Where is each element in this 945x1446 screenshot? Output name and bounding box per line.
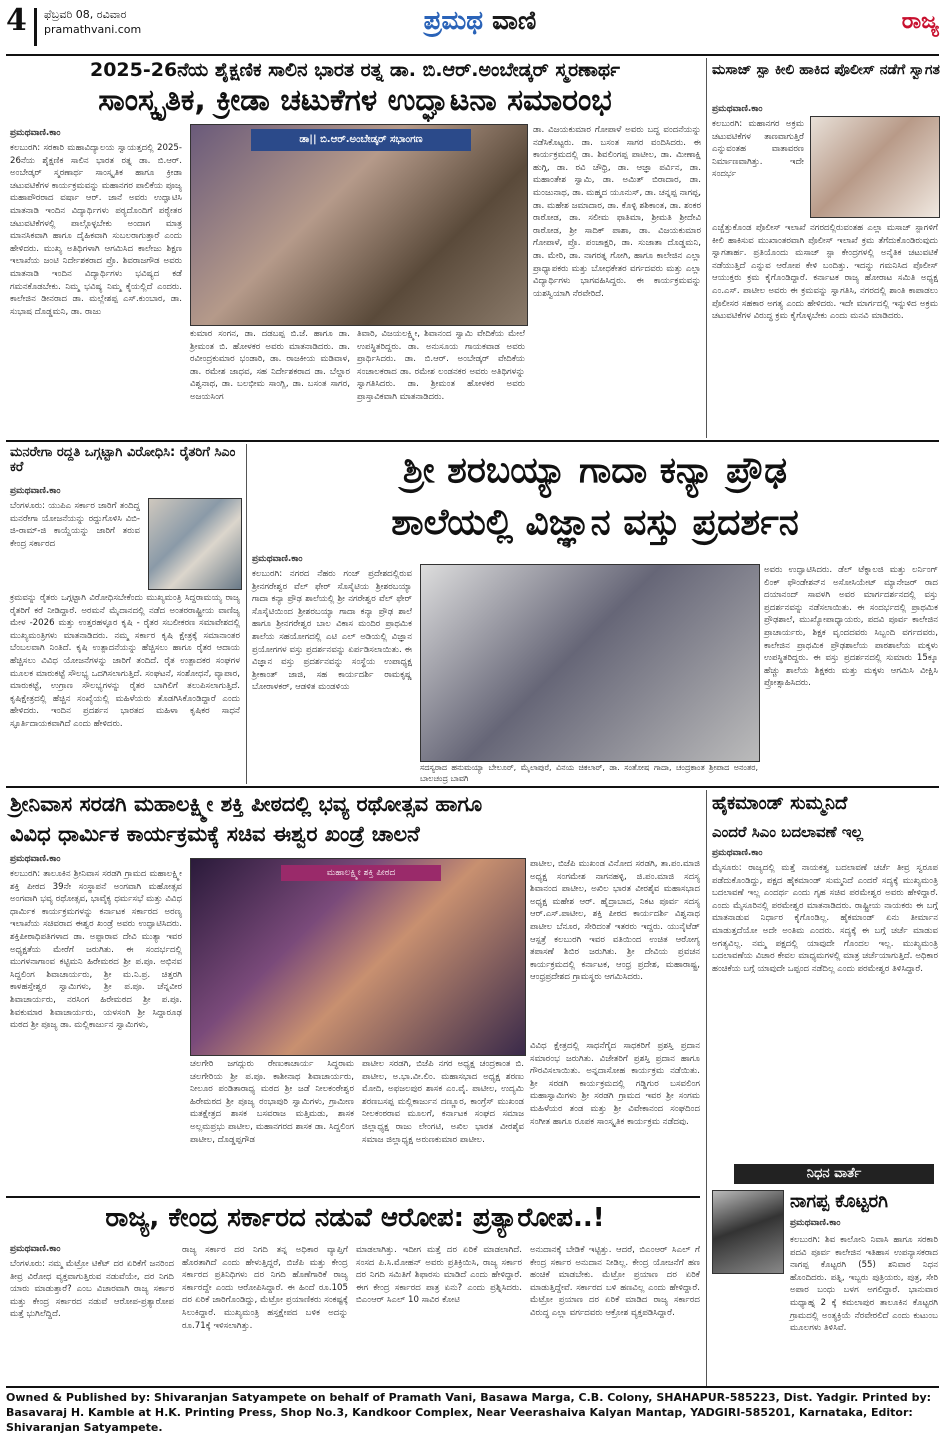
story4-photo: [420, 564, 760, 762]
story3-body: ಕ್ರಮವನ್ನು ರೈತರು ಒಗ್ಗಟ್ಟಾಗಿ ವಿರೋಧಿಸಬೇಕೆಂದು ಮುಖ್ಯಮಂತ್ರಿ ಸಿದ್ದರಾಮಯ್ಯ ರಾಜ್ಯ ರೈತರಿಗೆ ಕರೆ ನೀಡಿದ್ದಾರೆ. ಅರಮನೆ ಮೈದಾನದಲ್ಲಿ ನಡೆದ ಅಂತರರಾಷ್ಟ್ರೀಯ ವಾಣಿಜ್ಯ ಮೇಳ -2026 ಮತ್ತು ಉತ್ತರಹಳ್ಳೂರ ಕೃಷಿ - ರೈತರ ಸಬಲೀಕರಣ ಸಮಾವೇಶದಲ್ಲಿ ಮುಖ್ಯಮಂತ್ರಿಗಳು ಮಾತನಾಡಿದರು. ನಮ್ಮ ಸರ್ಕಾರ ಕೃಷಿ ಕ್ಷೇತ್ರಕ್ಕೆ ಸಮಾನಾಂತರ ಬೆಂಬಲವಾಗಿ ನಿಂತಿದೆ. ಕೃಷಿ ಉತ್ಪಾದನೆಯನ್ನು ಹೆಚ್ಚಿಸಲು ಹಾಗೂ ರೈತರ ಆದಾಯ ಹೆಚ್ಚಿಸಲು ವಿವಿಧ ಯೋಜನೆಗಳನ್ನು ಜಾರಿಗೆ ತಂದಿದೆ. ರೈತ ಉತ್ಪಾದಕರ ಸಂಘಗಳ ಮೂಲಕ ಮಾರುಕಟ್ಟೆ ಸೌಲಭ್ಯ ಒದಗಿಸಲಾಗುತ್ತಿದೆ. ಸಂಘಟನೆ, ಸಂಶೋಧನೆ, ವ್ಯಾಪಾರ, ಮಾರುಕಟ್ಟೆ, ಉಗ್ರಾಣ ಸೌಲಭ್ಯಗಳನ್ನು ರೈತರ ಬಾಗಿಲಿಗೆ ತಲುಪಿಸಲಾಗುತ್ತಿದೆ. ಕೃಷಿಕ್ಷೇತ್ರದಲ್ಲಿ ಹೆಚ್ಚಿನ ಸಂಖ್ಯೆಯಲ್ಲಿ ಮಹಿಳೆಯರು ತೊಡಗಿಸಿಕೊಂಡಿದ್ದಾರೆ ಎಂದು ಹೇಳಿದರು. ಇಂದಿನ ಪ್ರದರ್ಶನ ಭಾರತದ ಮಹಿಳಾ ಕೃಷಿಕರ ಸಾಧನೆ ಸ್ಫೂರ್ತಿದಾಯಕವಾಗಿದೆ ಎಂದು ಹೇಳಿದರು.: [10, 593, 240, 729]
story3-photo: [148, 498, 242, 590]
header-rule: [6, 54, 939, 56]
column-divider: [706, 58, 707, 438]
story5-col4: ವಿವಿಧ ಕ್ಷೇತ್ರದಲ್ಲಿ ಸಾಧನೆಗೈದ ಸಾಧಕರಿಗೆ ಪ್ರಶಸ್ತಿ ಪ್ರದಾನ ಸಮಾರಂಭ ಜರುಗಿತು. ವಿಜೇತರಿಗೆ ಪ್ರಶಸ್ತಿ ಪ್ರದಾನ ಹಾಗೂ ಗೌರವಿಸಲಾಯಿತು. ಅನ್ನದಾಸೋಹ ಕಾರ್ಯಕ್ರಮ ನಡೆಯಿತು. ಶ್ರೀ ಸರಡಗಿ ಕಾರ್ಯಕ್ರಮದಲ್ಲಿ ಗಡ್ಡಿಗುರ ಬಸವಲಿಂಗ ಮಹಾಸ್ವಾಮಿಗಳು ಶ್ರೀ ಸರಡಗಿ ಗ್ರಾಮದ ಇವರ ಶ್ರೀ ಸಂಗಮ ಮಹಿಳೆಯರ ತಂಡ ಮತ್ತು ಶ್ರೀ ವಿವೇಕಾನಂದ ಸಂಘದಿಂದ ಸಂಗೀತ ಹಾಗೂ ರೂಪಕ ಸಾಂಸ್ಕೃತಿಕ ಕಾರ್ಯಕ್ರಮ ನಡೆದವು.: [530, 1041, 700, 1127]
story4-byline: ಪ್ರಮಥವಾಣಿ.ಕಾಂ: [252, 554, 303, 564]
story5-col1: ಕಲಬುರಗಿ: ತಾಲೂಕಿನ ಶ್ರೀನಿವಾಸ ಸರಡಗಿ ಗ್ರಾಮದ ಮಹಾಲಕ್ಷ್ಮೀ ಶಕ್ತಿ ಪೀಠದ 39ನೇ ಸಂಸ್ಥಾಪನೆ ಅಂಗವಾಗಿ ಮಹೋತ್ಸವ ಅಂಗವಾಗಿ ಭವ್ಯ ರಥೋತ್ಸವ, ಭಾವೈಕ್ಯ ಧರ್ಮಸಭೆ ಮತ್ತು ವಿವಿಧ ಧಾರ್ಮಿಕ ಕಾರ್ಯಕ್ರಮಗಳನ್ನು ಕರ್ನಾಟಕ ಸರ್ಕಾರದ ಅರಣ್ಯ ಇಲಾಖೆಯ ಸಚಿವರಾದ ಈಶ್ವರ ಖಂಡ್ರೆ ಅವರು ಉದ್ಘಾಟಿಸಿದರು. ಶಕ್ತಿಪೀಠಾಧಿಪತಿಗಳಾದ ಡಾ. ಅಪ್ಪಾರಾವ ದೇವಿ ಮುತ್ಯಾ ಇವರ ಅಧ್ಯಕ್ಷತೆಯ ಮೇರೆಗೆ ಜರುಗಿತು. ಈ ಸಂದರ್ಭದಲ್ಲಿ ಮುಗಳನಾಗಾಂವ ಕಟ್ಟಿಮನಿ ಹಿರೇಮಠದ ಶ್ರೀ ಪ.ಪೂ. ಅಭಿನವ ಸಿದ್ದಲಿಂಗ ಶಿವಾಚಾರ್ಯರು, ಶ್ರೀ ಮ.ನಿ.ಪ್ರ. ಚಿತ್ತರಗಿ ಕಾಳಹಸ್ತೇಶ್ವರ ಸ್ವಾಮಿಗಳು, ಶ್ರೀ ಪ.ಪೂ. ಚೆನ್ನವೀರ ಶಿವಾಚಾರ್ಯರು, ನರಸಿಂಗ ಹಿರೇಮಠದ ಶ್ರೀ ಪ.ಪೂ. ಶಿವಕುಮಾರ ಶಿವಾಚಾರ್ಯರು, ಯಳಸಂಗಿ ಶ್ರೀ ಸಿದ್ದಾರೂಢ ಮಠದ ಶ್ರೀ ಪೂಜ್ಯ ಡಾ. ಮಲ್ಲಿಕಾರ್ಜುನ ಸ್ವಾಮಿಗಳು,: [10, 869, 182, 1031]
obituary-photo: [712, 1190, 784, 1274]
story2-headline: ಮಸಾಜ್ ಸ್ಪಾ ಕೀಲಿ ಹಾಕಿದ ಪೊಲೀಸ್ ನಡೆಗೆ ಸ್ವಾಗತ: [712, 62, 940, 78]
obituary-name: ನಾಗಪ್ಪ ಕೊಟ್ಟರಗಿ: [790, 1191, 889, 1212]
story4-headline-2: ಶಾಲೆಯಲ್ಲಿ ವಿಜ್ಞಾನ ವಸ್ತು ಪ್ರದರ್ಶನ: [391, 502, 799, 543]
story5-byline: ಪ್ರಮಥವಾಣಿ.ಕಾಂ: [10, 854, 61, 864]
page-number: 4: [6, 3, 27, 38]
story5-col3b: ಪಾಟೀಲ ಸರಡಗಿ, ಬಿಜೆಪಿ ನಗರ ಅಧ್ಯಕ್ಷ ಚಂದ್ರಕಾಂತ ಬಿ. ಪಾಟೀಲ, ಅ.ಭಾ.ವೀ.ಲಿಂ. ಮಹಾಸಭಾದ ಅಧ್ಯಕ್ಷ ಶರಣು ಮೋದಿ, ಅಫಜಲಪುರ ಶಾಸಕ ಎಂ.ವೈ. ಪಾಟೀಲ, ಉದ್ಯಮಿ ಶರಣಬಸಪ್ಪ ಮಲ್ಲಿಕಾರ್ಜುನ ದಣ್ಣೂರ, ಕಾಂಗ್ರೆಸ್ ಮುಖಂಡ ನೀಲಕಂಠರಾವ ಮೂಲಗೆ, ಕರ್ನಾಟಕ ಸಂಘದ ಸಮಾಜ ಜಿಲ್ಲಾಧ್ಯಕ್ಷ ರಾಜು ಲೇಂಗಟಿ, ಅಖಿಲ ಭಾರತ ವೀರಶೈವ ಸಮಾಜ ಜಿಲ್ಲಾಧ್ಯಕ್ಷ ಅರುಣಕುಮಾರ ಪಾಟೀಲ.: [362, 1059, 524, 1145]
story1-photo: [190, 124, 528, 326]
obituary-section-title: ನಿಧನ ವಾರ್ತೆ: [734, 1164, 934, 1184]
story7-col2: ರಾಜ್ಯ ಸರ್ಕಾರ ದರ ನಿಗದಿ ತನ್ನ ಅಧಿಕಾರ ವ್ಯಾಪ್ತಿಗೆ ಹೊರತಾಗಿದೆ ಎಂದು ಹೇಳುತ್ತಿದ್ದರೆ, ಬಿಜೆಪಿ ಮತ್ತು ಕೇಂದ್ರ ಸರ್ಕಾರದ ಪ್ರತಿನಿಧಿಗಳು ದರ ನಿಗದಿ ಹೊಣೆಗಾರಿಕೆ ರಾಜ್ಯ ಸರ್ಕಾರದ್ದೇ ಎಂದು ಆರೋಪಿಸಿದ್ದಾರೆ. ಈ ಹಿಂದೆ ರೂ.105 ದರ ಏರಿಕೆ ಜಾರಿಗೊಂಡಿದ್ದು, ಮೆಟ್ರೋ ಪ್ರಯಾಣಿಕರು ಸಂಕಷ್ಟಕ್ಕೆ ಸಿಲುಕಿದ್ದಾರೆ. ಮುಖ್ಯಮಂತ್ರಿ ಹಸ್ತಕ್ಷೇಪದ ಬಳಿಕ ಅದನ್ನು ರೂ.71ಕ್ಕೆ ಇಳಿಸಲಾಗಿತ್ತು.: [182, 1245, 348, 1331]
obituary-body-top: ಕಲಬುರಗಿ: ಶಿವ ಕಾಲೋನಿ ನಿವಾಸಿ ಹಾಗೂ ಸರಕಾರಿ ಪದವಿ ಪೂರ್ವ ಕಾಲೇಜಿನ ಇತಿಹಾಸ ಉಪನ್ಯಾಸಕರಾದ ನಾಗಪ್ಪ ಕೊಟ್ಟರಗಿ (55) ಶನಿವಾರ ನಿಧನ ಹೊಂದಿದರು. ಪತ್ನಿ, ಇಬ್ಬರು ಪುತ್ರಿಯರು, ಪುತ್ರ, ಸೇರಿ ಅಪಾರ ಬಂಧು ಬಳಗ ಅಗಲಿದ್ದಾರೆ. ಭಾನುವಾರ ಮಧ್ಯಾಹ್ನ 2 ಕ್ಕೆ ಕಮಲಾಪುರ ತಾಲೂಕಿನ ಕೊಟ್ಟರಗಿ ಗ್ರಾಮದಲ್ಲಿ ಅಂತ್ಯಕ್ರಿಯೆ ನೆರವೇರಲಿದೆ ಎಂದು ಕುಟುಂಬ ಮೂಲಗಳು ತಿಳಿಸಿವೆ.: [790, 1235, 938, 1334]
issue-date: ಫೆಬ್ರವರಿ 08, ರವಿವಾರ: [44, 8, 127, 21]
story5-photo: [190, 858, 526, 1056]
story1-stage-banner: ಡಾ|| ಬಿ.ಆರ್.ಅಂಬೇಡ್ಕರ್ ಸಭಾಂಗಣ: [251, 129, 471, 151]
story3-headline: ಮನರೇಗಾ ರದ್ದತಿ ಒಗ್ಗಟ್ಟಾಗಿ ವಿರೋಧಿಸಿ: ರೈತರಿಗೆ ಸಿಎಂ ಕರೆ: [10, 445, 236, 475]
story2-col1: ಕಲಬುರಗಿ: ಮಹಾನಗರ ಅಕ್ರಮ ಚಟುವಟಿಕೆಗಳ ತಾಣವಾಗುತ್ತಿರೆ ಎನ್ನುವಂತಹ ವಾತಾವರಣ ನಿರ್ಮಾಣವಾಗಿತ್ತು. ಇದೇ ಸಂದರ್ಭ: [712, 119, 804, 180]
story7-col4: ಅನುದಾನಕ್ಕೆ ಬೇಡಿಕೆ ಇಟ್ಟಿತ್ತು. ಆದರೆ, ಬಿಎಂಆರ್ ಸಿಎಲ್ ಗೆ ಕೇಂದ್ರ ಸರ್ಕಾರ ಅನುದಾನ ನೀಡಿಲ್ಲ. ಕೇಂದ್ರ ಯೋಜನೆಗೆ ಹಣ ಹಂಚಿಕೆ ಮಾಡಬೇಕು. ಮೆಟ್ರೋ ಪ್ರಯಾಣ ದರ ಏರಿಕೆ ಮಾಡುತ್ತಿದ್ದೇವೆ. ಸರ್ಕಾರದ ಬಳಿ ಹಣವಿಲ್ಲ ಎಂದು ಹೇಳಿದ್ದಾರೆ. ಮೆಟ್ರೋ ಪ್ರಯಾಣ ದರ ಏರಿಕೆ ಮಾಡಿದ ರಾಜ್ಯ ಸರ್ಕಾರದ ವಿರುದ್ಧ ಎಲ್ಲಾ ವರ್ಗದವರು ಆಕ್ರೋಶ ವ್ಯಕ್ತಪಡಿಸಿದ್ದಾರೆ.: [530, 1245, 700, 1318]
story1-col4: ಡಾ. ವಿಜಯಕುಮಾರ ಗೋಪಾಳೆ ಅವರು ಬದ್ಧ ವಂದನೆಯನ್ನು ನಡೆಸಿಕೊಟ್ಟರು. ಡಾ. ಬಸಂತ ಸಾಗರ ವಂದಿಸಿದರು. ಈ ಕಾರ್ಯಕ್ರಮದಲ್ಲಿ ಡಾ. ಶಿವಲಿಂಗಪ್ಪ ಪಾಟೀಲ, ಡಾ. ಮೀಣಾಕ್ಷಿ ಹುಗ್ಗಿ, ಡಾ. ರವಿ ಚೌಧ್ರಿ, ಡಾ. ಆಜ್ಞಾ ಪರ್ವಿನ, ಡಾ. ಮಹಾಂತೇಶ ಸ್ವಾಮಿ, ಡಾ. ಅಮಿತ್ ಬಿರಾದಾರ, ಡಾ. ಮಂಜುನಾಥ, ಡಾ. ಮಹ್ಮದ ಯೂನುಸ್, ಡಾ. ಚನ್ನಪ್ಪ ನಾಗಪ್ಪ, ಡಾ. ಮಹೇಶ ಜಮಾದಾರ, ಡಾ. ಕೊಳ್ಳಿ ಶಶಿಕಾಂತ, ಡಾ. ಶಂಕರ ರಾಠೋಡ, ಡಾ. ಸಲೀಮ ಫಾತಿಮಾ, ಶ್ರೀಮತಿ ಶ್ರೀದೇವಿ ರಾಠೋಡ, ಶ್ರೀ ಸಾದಿಕ್ ಪಾಶಾ, ಡಾ. ವಿಜಯಕುಮಾರ ಗೋಪಾಳೆ, ಪ್ರೊ. ಪಂಚಾಕ್ಷರಿ, ಡಾ. ಸುಜಾತಾ ದೊಡ್ಡಮನಿ, ಡಾ. ಮೇರಿ, ಡಾ. ನಾಗರತ್ನ ಗೋಗಿ, ಹಾಗೂ ಕಾಲೇಜಿನ ಎಲ್ಲಾ ಪ್ರಾಧ್ಯಾಪಕರು ಮತ್ತು ಬೋಧಕೇತರ ವರ್ಗದವರು ಮತ್ತು ಎಲ್ಲಾ ವಿದ್ಯಾರ್ಥಿಗಳು ಭಾಗವಹಿಸಿದ್ದರು. ಈ ಕಾರ್ಯಕ್ರಮವನ್ನು ಯಶಸ್ವಿಯಾಗಿ ನೆರವೇರಿದೆ.: [533, 125, 701, 299]
masthead-part1: ಪ್ರಮಥ: [423, 6, 483, 36]
story6-body: ಮೈಸೂರು: ರಾಜ್ಯದಲ್ಲಿ ಮತ್ತೆ ನಾಯಕತ್ವ ಬದಲಾವಣೆ ಚರ್ಚೆ ತೀವ್ರ ಸ್ವರೂಪ ಪಡೆದುಕೊಂಡಿದ್ದು, ಪಕ್ಷದ ಹೈಕಮಾಂಡ್ ಸುಮ್ಮನಿದೆ ಎಂದರೆ ಸದ್ಯಕ್ಕೆ ಮುಖ್ಯಮಂತ್ರಿ ಬದಲಾವಣೆ ಇಲ್ಲ ಎಂದರ್ಥ ಎಂದು ಗೃಹ ಸಚಿವ ಪರಮೇಶ್ವರ ಅವರು ಹೇಳಿದ್ದಾರೆ. ಎಂದು ಮೈಸೂರಿನಲ್ಲಿ ಪರಮೇಶ್ವರ ಮಾತನಾಡಿದರು. ರಾಷ್ಟ್ರೀಯ ನಾಯಕರು ಈ ಬಗ್ಗೆ ಮಾತನಾಡುವ ನಿರ್ಧಾರ ಕೈಗೊಂಡಿಲ್ಲ. ಹೈಕಮಾಂಡ್ ಏನು ತೀರ್ಮಾನ ಮಾಡುತ್ತದೆಯೋ ಅದೇ ಅಂತಿಮ ಎಂದರು. ಸದ್ಯಕ್ಕೆ ಈ ಬಗ್ಗೆ ಚರ್ಚೆ ಮಾಡುವ ಅಗತ್ಯವಿಲ್ಲ. ನಮ್ಮ ಪಕ್ಷದಲ್ಲಿ ಯಾವುದೇ ಗೊಂದಲ ಇಲ್ಲ. ಮುಖ್ಯಮಂತ್ರಿ ಬದಲಾವಣೆಯ ವಿಚಾರ ಕೇವಲ ಮಾಧ್ಯಮಗಳಲ್ಲಿ ಮಾತ್ರ ಚರ್ಚೆಯಾಗುತ್ತಿದೆ. ಅಧಿಕಾರ ಹಂಚಿಕೆಯ ಬಗ್ಗೆ ಯಾವುದೇ ಒಪ್ಪಂದ ನಡೆದಿಲ್ಲ ಎಂದು ಪರಮೇಶ್ವರ ತಿಳಿಸಿದ್ದಾರೆ.: [712, 863, 938, 974]
story7-byline: ಪ್ರಮಥವಾಣಿ.ಕಾಂ: [10, 1244, 61, 1254]
obituary-byline: ಪ್ರಮಥವಾಣಿ.ಕಾಂ: [790, 1218, 841, 1228]
story1-col2: ಕುಮಾರ ಸಂಗನ, ಡಾ. ದಡಬಪ್ಪ ಬಿ.ಜೆ. ಹಾಗೂ ಡಾ. ಶ್ರೀಮಂತ ಬಿ. ಹೋಳಕರ ಅವರು ಮಾತನಾಡಿದರು. ಡಾ. ರವೀಂದ್ರಕುಮಾರ ಭಂಡಾರಿ, ಡಾ. ರಾಜಕೀಯ ಮಡಿವಾಳ, ಡಾ. ರಮೇಶ ಜಾಧವ, ಸಹ ನಿರ್ದೇಶಕರಾದ ಡಾ. ಬೆಲ್ದಾರ ವಿಶ್ವನಾಥ, ಡಾ. ಬಲಭೀಮ ಸಾಂಗ್ಲಿ, ಡಾ. ಬಸಂತ ಸಾಗರ, ಅಜಯಸಿಂಗ: [190, 329, 350, 402]
story3-byline: ಪ್ರಮಥವಾಣಿ.ಕಾಂ: [10, 486, 61, 496]
story3-col1: ಬೆಂಗಳೂರು: ಯುಪಿಎ ಸರ್ಕಾರ ಜಾರಿಗೆ ತಂದಿದ್ದ ಮನರೇಗಾ ಯೋಜನೆಯನ್ನು ರದ್ದುಗೊಳಿಸಿ ವಿಬಿ-ಜಿ-ರಾಮ್-ಜಿ ಕಾಯ್ದೆಯನ್ನು ಜಾರಿಗೆ ತರುವ ಕೇಂದ್ರ ಸರ್ಕಾರದ: [10, 501, 140, 549]
story6-headline-2: ಎಂದರೆ ಸಿಎಂ ಬದಲಾವಣೆ ಇಲ್ಲ: [712, 823, 864, 841]
website-link[interactable]: pramathvani.com: [44, 23, 142, 36]
story7-col1: ಬೆಂಗಳೂರು: ನಮ್ಮ ಮೆಟ್ರೋ ಟಿಕೆಟ್ ದರ ಏರಿಕೆಗೆ ಜನರಿಂದ ತೀವ್ರ ವಿರೋಧ ವ್ಯಕ್ತವಾಗುತ್ತಿರುವ ನಡುವೆಯೇ, ದರ ನಿಗದಿ ಯಾರು ಮಾಡುತ್ತಾರೆ? ಎಂಬ ವಿಚಾರವಾಗಿ ರಾಜ್ಯ ಸರ್ಕಾರ ಮತ್ತು ಕೇಂದ್ರ ಸರ್ಕಾರದ ನಡುವೆ ಆರೋಪ-ಪ್ರತ್ಯಾರೋಪ ಮತ್ತೆ ಭುಗಿಲೆದ್ದಿದೆ.: [10, 1259, 174, 1320]
story5-headline-1: ಶ್ರೀನಿವಾಸ ಸರಡಗಿ ಮಹಾಲಕ್ಷ್ಮೀ ಶಕ್ತಿ ಪೀಠದಲ್ಲಿ ಭವ್ಯ ರಥೋತ್ಸವ ಹಾಗೂ: [10, 792, 483, 816]
story2-photo: [810, 116, 940, 218]
section-rule-2: [6, 786, 939, 788]
imprint-footer: Owned & Published by: Shivaranjan Satyampete on behalf of Pramath Vani, Basawa Marga, C.B. Colony, SHAHAPUR-585223, Dist. Yadgir. Printed by: Basavaraj H. Kamble at H.K. Printing Press, Shop No.3, Kandkoor Complex, Near Veerashaiva Kalyan Mantap, YADGIRI-585201, Karnataka, Editor: Shivaranjan Satyampete.: [6, 1391, 932, 1434]
story1-headline: ಸಾಂಸ್ಕೃತಿಕ, ಕ್ರೀಡಾ ಚಟುಕೆಗಳ ಉದ್ಘಾಟನಾ ಸಮಾರಂಭ: [98, 83, 612, 118]
story1-kicker: 2025-26ನೆಯ ಶೈಕ್ಷಣಿಕ ಸಾಲಿನ ಭಾರತ ರತ್ನ ಡಾ. ಬಿ.ಆರ್.ಅಂಬೇಡ್ಕರ್ ಸ್ಮರಣಾರ್ಥ: [89, 59, 621, 81]
story5-headline-2: ವಿವಿಧ ಧಾರ್ಮಿಕ ಕಾರ್ಯಕ್ರಮಕ್ಕೆ ಸಚಿವ ಈಶ್ವರ ಖಂಡ್ರೆ ಚಾಲನೆ: [10, 822, 420, 846]
story5-col3: ಪಾಟೀಲ, ಬಿಜೆಪಿ ಮುಖಂಡ ವಿನೋದ ಸರಡಗಿ, ತಾ.ಪಂ.ಮಾಜಿ ಅಧ್ಯಕ್ಷ ಸಂಗಮೇಶ ನಾಗನಹಳ್ಳಿ, ಜಿ.ಪಂ.ಮಾಜಿ ಸದಸ್ಯ ಶಿವಾನಂದ ಪಾಟೀಲ, ಅಖಿಲ ಭಾರತ ವೀರಶೈವ ಮಹಾಸಭಾದ ಅಧ್ಯಕ್ಷ ಮಹೇಶ ಆರ್. ಹೈದ್ರಾಬಾದ, ನಿಕಟ ಪೂರ್ವ ಸದಸ್ಯ ಆರ್.ಎಸ್.ಪಾಟೀಲ, ಶಕ್ತಿ ಪೀಠದ ಕಾರ್ಯದರ್ಶಿ ವಿಶ್ವನಾಥ ಪಾಟೀಲ ಬೆನೂರ, ಸೇರಿದಂತೆ ಇತರರು ಇದ್ದರು. ಯುನೈಟೆಡ್ ಆಸ್ಪತ್ರೆ ಕಲಬುರಗಿ ಇವರ ವತಿಯಿಂದ ಉಚಿತ ಆರೋಗ್ಯ ತಪಾಸಣೆ ಶಿಬಿರ ಜರುಗಿತು. ಶ್ರೀ ದೇವಿಯ ಪ್ರವಚನ ಕಾರ್ಯಕ್ರಮದಲ್ಲಿ ಕರ್ನಾಟಕ, ಆಂಧ್ರ ಪ್ರದೇಶ, ಮಹಾರಾಷ್ಟ್ರ, ಆಂಧ್ರಪ್ರದೇಶದ ಗ್ರಾಮಸ್ಥರು ಆಗಮಿಸಿದರು.: [530, 859, 700, 983]
story5-stage-banner: ಮಹಾಲಕ್ಷ್ಮೀ ಶಕ್ತಿ ಪೀಠದ: [281, 865, 441, 881]
story1-byline: ಪ್ರಮಥವಾಣಿ.ಕಾಂ: [10, 128, 61, 138]
masthead-part2: ವಾಣಿ: [492, 6, 537, 36]
section-name: ರಾಜ್ಯ: [901, 8, 939, 34]
story4-caption: ಸದಸ್ಯರಾದ ಹನುಮಯ್ಯಾ ಬೇಲೂರ್, ಮೈಲಾಪುರೆ, ವಿನಯ ಚಿಕಲಾರ್, ಡಾ. ಸಂತೋಷ ಗಾದಾ, ಚಂದ್ರಕಾಂತ ಶ್ರೀಪಾದ ಅನಂತರ, ಬಾಲಚಂದ್ರ ಬಾವಗಿ: [420, 763, 758, 783]
story6-headline-1: ಹೈಕಮಾಂಡ್ ಸುಮ್ಮನಿದೆ: [712, 793, 848, 814]
story6-byline: ಪ್ರಮಥವಾಣಿ.ಕಾಂ: [712, 848, 763, 858]
story5-col2: ಚಲಗೇರಿ ಜಗದ್ಗುರು ರೇಣುಕಾಚಾರ್ಯ ಸಿದ್ಧರಾಮ ಚಲಗೇರಿಯ ಶ್ರೀ ಪ.ಪೂ. ಕಾಶೀನಾಥ ಶಿವಾಚಾರ್ಯರು, ನೀಲೂರ ಪಂಡಿತಾರಾಧ್ಯ ಮಠದ ಶ್ರೀ ಜಡೆ ನೀಲಕಂಠೇಶ್ವರ ಹಿರೇಮಠದ ಶ್ರೀ ಪೂಜ್ಯ ರಂಭಾಪುರಿ ಸ್ವಾಮಿಗಳು, ಗ್ರಾಮೀಣ ಮತಕ್ಷೇತ್ರದ ಶಾಸಕ ಬಸವರಾಜ ಮತ್ತಿಮಡು, ಶಾಸಕ ಅಲ್ಲಮಪ್ರಭು ಪಾಟೀಲ, ಮಹಾನಗರದ ಶಾಸಕ ಡಾ. ಸಿದ್ದಲಿಂಗ ಪಾಟೀಲ, ದೊಡ್ಡಪ್ಪಗೌಡ: [190, 1059, 354, 1145]
story1-col3: ತಿವಾರಿ, ವಿಜಯಲಕ್ಷ್ಮೀ, ಶಿವಾನಂದ ಸ್ವಾಮಿ ವೇದಿಕೆಯ ಮೇಲೆ ಉಪಸ್ಥಿತರಿದ್ದರು. ಡಾ. ಅನುಸೂಯ ಗಾಯಕವಾಡ ಅವರು ಪ್ರಾರ್ಥಿಸಿದರು. ಡಾ. ಬಿ.ಆರ್. ಅಂಬೇಡ್ಕರ್ ವೇದಿಕೆಯ ಸಂಚಾಲಕರಾದ ಡಾ. ರಮೇಶ ಲಂಡನಕರ ಅವರು ಅತಿಥಿಗಳನ್ನು ಸ್ವಾಗತಿಸಿದರು. ಡಾ. ಶ್ರೀಮಂತ ಹೋಳಕರ ಅವರು ಪ್ರಾಸ್ತಾವಿಕವಾಗಿ ಮಾತನಾಡಿದರು.: [357, 329, 525, 402]
story4-headline-1: ಶ್ರೀ ಶರಬಯ್ಯಾ ಗಾದಾ ಕನ್ಯಾ ಪ್ರೌಢ: [402, 450, 788, 491]
story4-col2: ಅವರು ಉದ್ಘಾಟಿಸಿದರು. ಡೆಲ್ ಟೆಕ್ನಾಲಜಿ ಮತ್ತು ಲರ್ನಿಂಗ್ ಲಿಂಕ್ ಫೌಂಡೇಶನ್‌ನ ಅಸೋಸಿಯೇಟ್ ಮ್ಯಾನೇಜರ್ ರಾದ ದಯಾನಂದ್ ಸಾವಳಗಿ ಅವರ ಮಾರ್ಗದರ್ಶನದಲ್ಲಿ ವಸ್ತು ಪ್ರದರ್ಶನವನ್ನು ನಡೆಸಲಾಯಿತು. ಈ ಸಂದರ್ಭದಲ್ಲಿ ಪ್ರಾಥಮಿಕ ಪ್ರೌಢಶಾಲೆ, ಮುಖ್ಯೋಪಾಧ್ಯಾಯರು, ಪದವಿ ಪೂರ್ವ ಕಾಲೇಜಿನ ಪ್ರಾಚಾರ್ಯರು, ಶಿಕ್ಷಕ ವೃಂದದವರು ಸಿಬ್ಬಂದಿ ವರ್ಗದವರು, ಕಾಲೇಜಿನ ಪ್ರಾಥಮಿಕ ಪ್ರೌಢಶಾಲೆಯ ಪಾಠಶಾಲೆಯ ಮಕ್ಕಳು ಉಪಸ್ಥಿತರಿದ್ದರು. ಈ ವಸ್ತು ಪ್ರದರ್ಶನದಲ್ಲಿ ಸುಮಾರು 15ಕ್ಕೂ ಹೆಚ್ಚು ಶಾಲೆಯ ಶಿಕ್ಷಕರು ಮತ್ತು ಮಕ್ಕಳು ಆಗಮಿಸಿ ವೀಕ್ಷಿಸಿ ಪ್ರೋತ್ಸಾಹಿಸಿದರು.: [764, 565, 938, 689]
header-divider: [34, 8, 37, 46]
masthead: [360, 4, 600, 38]
column-divider-2: [246, 444, 247, 784]
story2-byline: ಪ್ರಮಥವಾಣಿ.ಕಾಂ: [712, 104, 763, 114]
section-rule: [6, 440, 939, 442]
story2-body: ಎಚ್ಚೆತ್ತುಕೊಂಡ ಪೊಲೀಸ್ ಇಲಾಖೆ ನಗರದಲ್ಲಿರುವಂತಹ ಎಲ್ಲಾ ಮಸಾಜ್ ಸ್ಪಾಗಳಿಗೆ ಕೀಲಿ ಹಾಕಿಸುವ ಮುಖಾಂತರವಾಗಿ ಪೊಲೀಸ್ ಇಲಾಖೆ ಕ್ರಮ ತೆಗೆದುಕೊಂಡಿರುವುದು ಸ್ವಾಗತಾರ್ಹ. ಪ್ರತಿಯೊಂದು ಮಸಾಜ್ ಸ್ಪಾ ಕೇಂದ್ರಗಳಲ್ಲಿ ಅನೈತಿಕ ಚಟುವಟಿಕೆ ನಡೆಯುತ್ತಿದೆ ಎನ್ನುವ ಆರೋಪ ಕೇಳಿ ಬಂದಿತ್ತು. ಇದನ್ನು ಗಮನಿಸಿದ ಪೊಲೀಸ್ ಆಯುಕ್ತರು ಕ್ರಮ ಕೈಗೊಂಡಿದ್ದಾರೆ. ಕರ್ನಾಟಕ ರಾಜ್ಯ ಹೋರಾಟ ಸಮಿತಿ ಅಧ್ಯಕ್ಷ ಎಂ.ಎಸ್. ಪಾಟೀಲ ಅವರು ಈ ಕ್ರಮವನ್ನು ಸ್ವಾಗತಿಸಿ, ನಗರದಲ್ಲಿ ಶಾಂತಿ ಕಾಪಾಡಲು ಪೊಲೀಸರ ಸಹಕಾರ ಅಗತ್ಯ ಎಂದು ಹೇಳಿದರು. ಇದೇ ಮಾರ್ಗದಲ್ಲಿ ಇನ್ನುಳಿದ ಅಕ್ರಮ ಚಟುವಟಿಕೆಗಳ ವಿರುದ್ಧ ಕ್ರಮ ಕೈಗೊಳ್ಳಬೇಕು ಎಂದು ಮನವಿ ಮಾಡಿದರು.: [712, 223, 938, 322]
story7-headline: ರಾಜ್ಯ, ಕೇಂದ್ರ ಸರ್ಕಾರದ ನಡುವೆ ಆರೋಪ: ಪ್ರತ್ಯಾರೋಪ..!: [105, 1203, 605, 1233]
story1-col1: ಕಲಬುರಗಿ: ಸರಕಾರಿ ಮಹಾವಿದ್ಯಾಲಯ ಸ್ವಾಯತ್ತದಲ್ಲಿ 2025-26ನೆಯ ಶೈಕ್ಷಣಿಕ ಸಾಲಿನ ಭಾರತ ರತ್ನ ಡಾ. ಬಿ.ಆರ್. ಅಂಬೇಡ್ಕರ್ ಸ್ಮರಣಾರ್ಥ ಸಾಂಸ್ಕೃತಿಕ ಹಾಗೂ ಕ್ರೀಡಾ ಚಟುವಟಿಕೆಗಳ ಕಾರ್ಯಕ್ರಮವನ್ನು ಮಹಾನಗರ ಪಾಲಿಕೆಯ ಪೂಜ್ಯ ಮಹಾಪೌರರಾದ ವರ್ಷಾ ಆರ್. ಜಾನೆ ಅವರು ಉದ್ಘಾಟಿಸಿ ಮಾತನಾಡಿ ಇಂದಿನ ವಿದ್ಯಾರ್ಥಿಗಳು ಪಠ್ಯದೊಂದಿಗೆ ಪಠ್ಯೇತರ ಚಟುವಟಿಕೆಗಳಲ್ಲಿ ಪಾಲ್ಗೊಳ್ಳಬೇಕು ಅಂದಾಗ ಮಾತ್ರ ಮಾನಸಿಕವಾಗಿ ಹಾಗೂ ದೈಹಿಕವಾಗಿ ಸುಬಲರಾಗುತ್ತಾರೆ ಎಂದು ಹೇಳಿದರು. ಮುಖ್ಯ ಅತಿಥಿಗಳಾಗಿ ಆಗಮಿಸಿದ ಕಾಲೇಜು ಶಿಕ್ಷಣ ಇಲಾಖೆಯ ಜಂಟಿ ನಿರ್ದೇಶಕರಾದ ಪ್ರೊ. ಶಿವರಾಜಗೌಡ ಅವರು ಮಾತನಾಡಿ ಇಂದಿನ ವಿದ್ಯಾರ್ಥಿಗಳು ಭವಿಷ್ಯದ ಕಡೆ ಗಮನಕೊಡಬೇಕು. ನಿಮ್ಮ ಭವಿಷ್ಯ ನಿಮ್ಮ ಕೈಯಲ್ಲಿದೆ ಎಂದರು. ಕಾಲೇಜಿನ ಡೀನರಾದ ಡಾ. ಮಲ್ಲೇಶಪ್ಪ ಎಸ್.ಕುಂಬಾರ, ಡಾ. ಸುಭಾಷ ದೊಡ್ಡಮನಿ, ಡಾ. ರಾಜು: [10, 143, 182, 317]
section-rule-3: [6, 1196, 700, 1198]
column-divider-3: [706, 790, 707, 1386]
story4-col1: ಕಲಬುರಗಿ: ನಗರದ ನೆಹರು ಗಂಜ್ ಪ್ರದೇಶದಲ್ಲಿರುವ ಶ್ರೀನಗರೇಶ್ವರ ವೆಲ್ ಫೇರ್ ಸೊಸೈಟಿಯ ಶ್ರೀಶರಬಯ್ಯಾ ಗಾದಾ ಕನ್ಯಾ ಪ್ರೌಢ ಶಾಲೆಯಲ್ಲಿ ಶ್ರೀ ನಗರೇಶ್ವರ ವೆಲ್ ಫೇರ್ ಸೊಸೈಟಿಯಿಂದ ಶ್ರೀಶರಬಯ್ಯಾ ಗಾದಾ ಕನ್ಯಾ ಪ್ರೌಢ ಶಾಲೆ ಹಾಗೂ ಶ್ರೀನಗರೇಶ್ವರ ಬಾಲ ವಿಕಾಸ ಮಂದಿರ ಪ್ರಾಥಮಿಕ ಶಾಲೆಯ ಸಹಯೋಗದಲ್ಲಿ ಎಟಿ ಎಲ್ ಅಡಿಯಲ್ಲಿ ವಿಜ್ಞಾನ ಪ್ರಯೋಗಗಳ ವಸ್ತು ಪ್ರದರ್ಶನವನ್ನು ಏರ್ಪಡಿಸಲಾಯಿತು. ಈ ವಿಜ್ಞಾನ ವಸ್ತು ಪ್ರದರ್ಶನವನ್ನು ಸಂಸ್ಥೆಯ ಉಪಾಧ್ಯಕ್ಷ ಶ್ರೀಕಾಂತ್ ಜಾಜಿ, ಸಹ ಕಾರ್ಯದರ್ಶಿ ರಾಮಕೃಷ್ಣ ಬೋರಾಳಕರ್, ಆಡಳಿತ ಮಂಡಳಿಯ: [252, 569, 412, 693]
story7-col3: ಮಾಡಲಾಗಿತ್ತು. ಇದೀಗ ಮತ್ತೆ ದರ ಏರಿಕೆ ಮಾಡಲಾಗಿದೆ. ಸಂಸದ ಪಿ.ಸಿ.ಮೋಹನ್ ಅವರು ಪ್ರತಿಕ್ರಿಯಿಸಿ, ರಾಜ್ಯ ಸರ್ಕಾರ ದರ ನಿಗದಿ ಸಮಿತಿಗೆ ಶಿಫಾರಸು ಮಾಡಿದೆ ಎಂದು ಹೇಳಿದ್ದಾರೆ. ಈಗ ಕೇಂದ್ರ ಸರ್ಕಾರದ ಪಾತ್ರ ಏನು? ಎಂದು ಪ್ರಶ್ನಿಸಿದರು. ಬಿಎಂಆರ್ ಸಿಎಲ್ 10 ಸಾವಿರ ಕೋಟಿ: [356, 1245, 522, 1306]
